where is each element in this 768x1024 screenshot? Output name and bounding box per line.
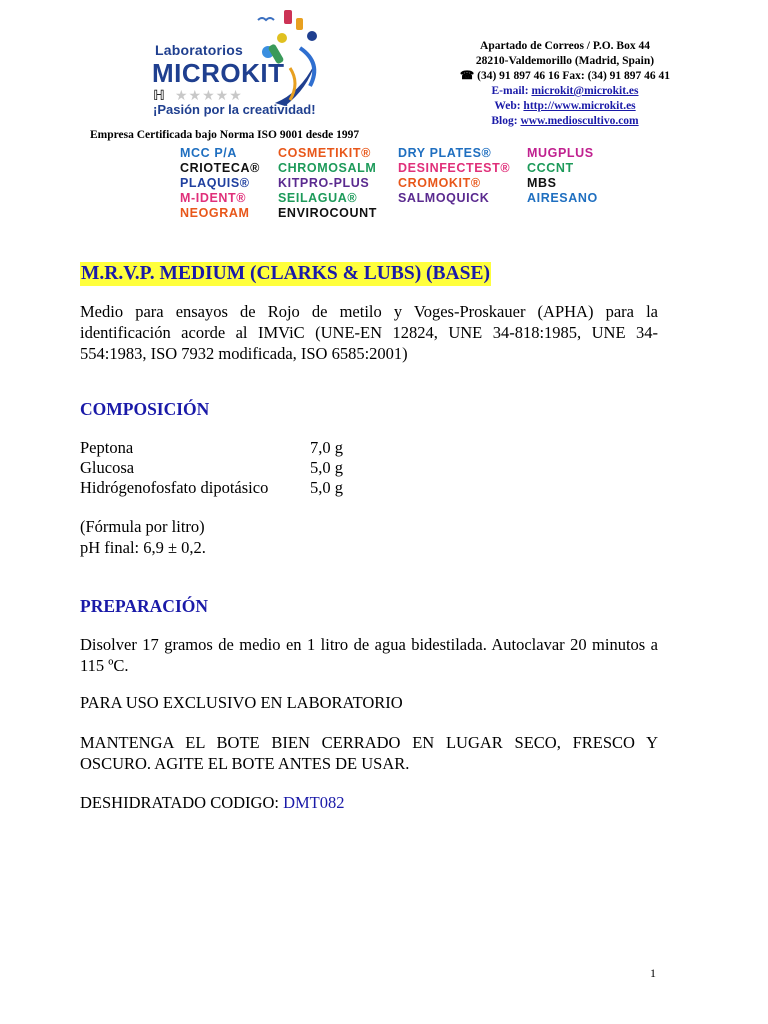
microkit-logo [150, 8, 330, 123]
contact-address-line1: Apartado de Correos / P.O. Box 44 [480, 40, 650, 52]
product-plaquis: PLAQUIS® [180, 176, 250, 190]
ingredient-name: Hidrógenofosfato dipotásico [80, 478, 269, 497]
code-value: DMT082 [283, 793, 345, 812]
product-envirocount: ENVIROCOUNT [278, 206, 377, 220]
product-grid [180, 146, 620, 221]
product-mugplus: MUGPLUS [527, 146, 594, 160]
contact-block [420, 39, 710, 129]
product-salmoquick: SALMOQUICK [398, 191, 490, 205]
formula-note: (Fórmula por litro) [80, 517, 205, 536]
preparation-text: Disolver 17 gramos de medio en 1 litro de agua bidestilada. Autoclavar 20 minutos a 115 ºC. [80, 635, 658, 675]
document-title: M.R.V.P. MEDIUM (CLARKS & LUBS) (BASE) [81, 263, 490, 284]
product-cosmetikit: COSMETIKIT® [278, 146, 371, 160]
product-crioteca: CRIOTECA® [180, 161, 260, 175]
logo-stars: ★★★★★ [175, 88, 243, 104]
ingredient-amount: 5,0 g [310, 458, 343, 477]
certification-text: Empresa Certificada bajo Norma ISO 9001 desde 1997 [90, 129, 360, 141]
product-chromosalm: CHROMOSALM [278, 161, 377, 175]
contact-web-line [420, 99, 710, 114]
ingredient-amount: 7,0 g [310, 438, 343, 457]
composition-row [80, 438, 343, 458]
contact-email-line [420, 84, 710, 99]
lab-use-notice: PARA USO EXCLUSIVO EN LABORATORIO [80, 693, 403, 712]
ingredient-name: Glucosa [80, 458, 135, 477]
product-desinfectest: DESINFECTEST® [398, 161, 511, 175]
contact-phone: (34) 91 897 46 16 Fax: (34) 91 897 46 41 [477, 70, 671, 82]
product-row [180, 191, 620, 206]
blog-label: Blog: [491, 115, 518, 127]
product-neogram: NEOGRAM [180, 206, 250, 220]
storage-notice: MANTENGA EL BOTE BIEN CERRADO EN LUGAR SECO, FRESCO Y OSCURO. AGITE EL BOTE ANTES DE USAR. [80, 733, 658, 773]
blog-link[interactable]: www.medioscultivo.com [520, 115, 639, 127]
product-m-ident: M-IDENT® [180, 191, 247, 205]
product-seilagua: SEILAGUA® [278, 191, 358, 205]
product-mbs: MBS [527, 176, 557, 190]
product-dry-plates: DRY PLATES® [398, 146, 492, 160]
logo-people-icon: ℍ [153, 88, 165, 104]
preparation-heading: PREPARACIÓN [80, 596, 209, 616]
logo-brand-top: Laboratorios [155, 42, 243, 58]
contact-blog-line [420, 114, 710, 129]
logo-brand-name: MICROKIT [152, 58, 285, 88]
product-row [180, 176, 620, 191]
product-airesano: AIRESANO [527, 191, 598, 205]
product-kitpro-plus: KITPRO-PLUS [278, 176, 370, 190]
phone-icon: ☎ [459, 70, 475, 82]
composition-row [80, 458, 343, 478]
web-label: Web: [494, 100, 521, 112]
product-cccnt: CCCNT [527, 161, 574, 175]
ph-value: pH final: 6,9 ± 0,2. [80, 538, 206, 557]
product-row [180, 146, 620, 161]
composition-row [80, 478, 343, 498]
logo-slogan: ¡Pasión por la creatividad! [153, 102, 316, 117]
email-link[interactable]: microkit@microkit.es [531, 85, 639, 97]
intro-paragraph: Medio para ensayos de Rojo de metilo y Voges-Proskauer (APHA) para la identificación acorde al IMViC (UNE-EN 12824, UNE 34-818:1985, UNE 34-554:1983, ISO 7932 modificada, ISO 6585:2001) [80, 302, 658, 363]
contact-address-line2: 28210-Valdemorillo (Madrid, Spain) [475, 55, 655, 67]
ingredient-name: Peptona [80, 438, 134, 457]
product-mcc-pa: MCC P/A [180, 146, 237, 160]
email-label: E-mail: [491, 85, 529, 97]
composition-heading: COMPOSICIÓN [80, 399, 210, 419]
ingredient-amount: 5,0 g [310, 478, 343, 497]
web-link[interactable]: http://www.microkit.es [523, 100, 636, 112]
code-label: DESHIDRATADO CODIGO: [80, 793, 279, 812]
product-cromokit: CROMOKIT® [398, 176, 481, 190]
page-number: 1 [650, 966, 656, 980]
product-row [180, 206, 620, 221]
product-row [180, 161, 620, 176]
composition-table [80, 438, 343, 498]
code-line [80, 792, 658, 813]
contact-phone-line [420, 69, 710, 84]
